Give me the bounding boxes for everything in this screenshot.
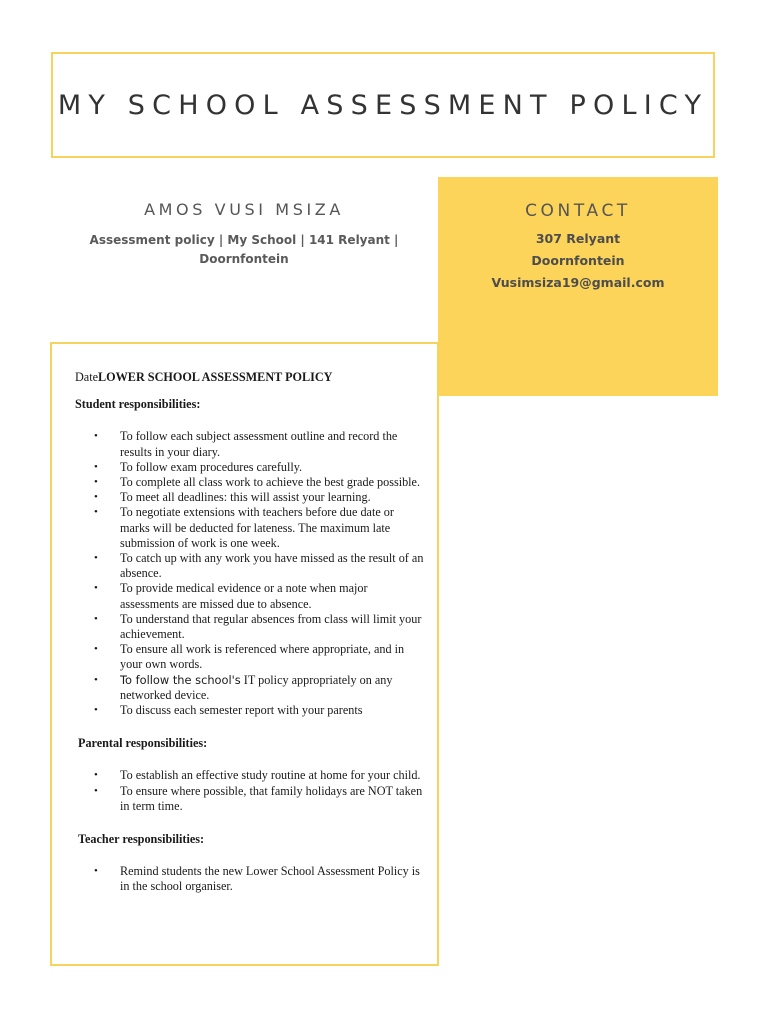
author-name: AMOS VUSI MSIZA	[144, 200, 344, 219]
date-label: Date	[75, 370, 99, 384]
bullet-icon: •	[94, 704, 98, 717]
parental-responsibilities-list	[75, 768, 425, 814]
contact-address-line2: Doornfontein	[531, 253, 625, 268]
bullet-icon: •	[94, 491, 98, 504]
list-item: • To follow exam procedures carefully.	[94, 459, 303, 474]
contact-email[interactable]: Vusimsiza19@gmail.com	[491, 275, 665, 290]
page-title: MY SCHOOL ASSESSMENT POLICY	[57, 89, 709, 121]
bullet-icon: •	[94, 552, 98, 565]
bullet-icon: •	[94, 476, 98, 489]
contact-panel	[438, 177, 718, 396]
list-item: • To catch up with any work you have missed as the result of an absence.	[94, 551, 424, 581]
list-item: • To ensure where possible, that family holidays are NOT taken in term time.	[94, 783, 423, 813]
bullet-icon: •	[94, 769, 98, 782]
list-item: • To discuss each semester report with your parents	[94, 703, 363, 718]
bullet-icon: •	[94, 506, 98, 519]
parental-section-title: Parental responsibilities:	[78, 736, 208, 751]
teacher-responsibilities-list	[75, 864, 425, 894]
list-item: • To provide medical evidence or a note when major assessments are missed due to absence.	[94, 581, 368, 611]
contact-details	[438, 228, 718, 294]
policy-content	[75, 370, 425, 913]
teacher-section-title: Teacher responsibilities:	[78, 832, 205, 847]
bullet-icon: •	[94, 460, 98, 473]
student-section-title: Student responsibilities:	[75, 397, 201, 412]
document-heading	[75, 370, 425, 385]
bullet-icon: •	[94, 865, 98, 878]
title-banner	[51, 52, 715, 158]
policy-document	[50, 342, 439, 966]
contact-title: CONTACT	[525, 201, 631, 221]
list-item: • To complete all class work to achieve the best grade possible.	[94, 475, 421, 490]
list-item: • To follow the school's IT policy appropriately on any networked device.	[94, 672, 393, 702]
author-subtitle-line1: Assessment policy | My School | 141 Relyant |	[89, 233, 399, 247]
author-subtitle	[52, 231, 436, 269]
bullet-icon: •	[94, 784, 98, 797]
author-subtitle-line2: Doornfontein	[199, 252, 289, 266]
document-title: LOWER SCHOOL ASSESSMENT POLICY	[98, 370, 333, 384]
bullet-icon: •	[94, 612, 98, 625]
list-item: • To meet all deadlines: this will assist your learning.	[94, 490, 371, 505]
bullet-icon: •	[94, 582, 98, 595]
bullet-icon: •	[94, 643, 98, 656]
list-item: • To understand that regular absences from class will limit your achievement.	[94, 611, 422, 642]
bullet-icon: •	[94, 673, 98, 686]
list-item: • To negotiate extensions with teachers before due date or marks will be deducted for lateness. The maximum late submission of work is one week.	[94, 505, 394, 550]
list-item: • To follow each subject assessment outline and record the results in your diary.	[94, 429, 398, 459]
list-item: • To establish an effective study routine at home for your child.	[94, 768, 421, 783]
student-responsibilities-list	[75, 429, 425, 718]
contact-address-line1: 307 Relyant	[535, 231, 621, 246]
bullet-icon: •	[94, 430, 98, 443]
list-item: • To ensure all work is referenced where appropriate, and in your own words.	[94, 642, 405, 672]
author-block	[52, 200, 436, 269]
list-item: • Remind students the new Lower School Assessment Policy is in the school organiser.	[94, 864, 420, 894]
